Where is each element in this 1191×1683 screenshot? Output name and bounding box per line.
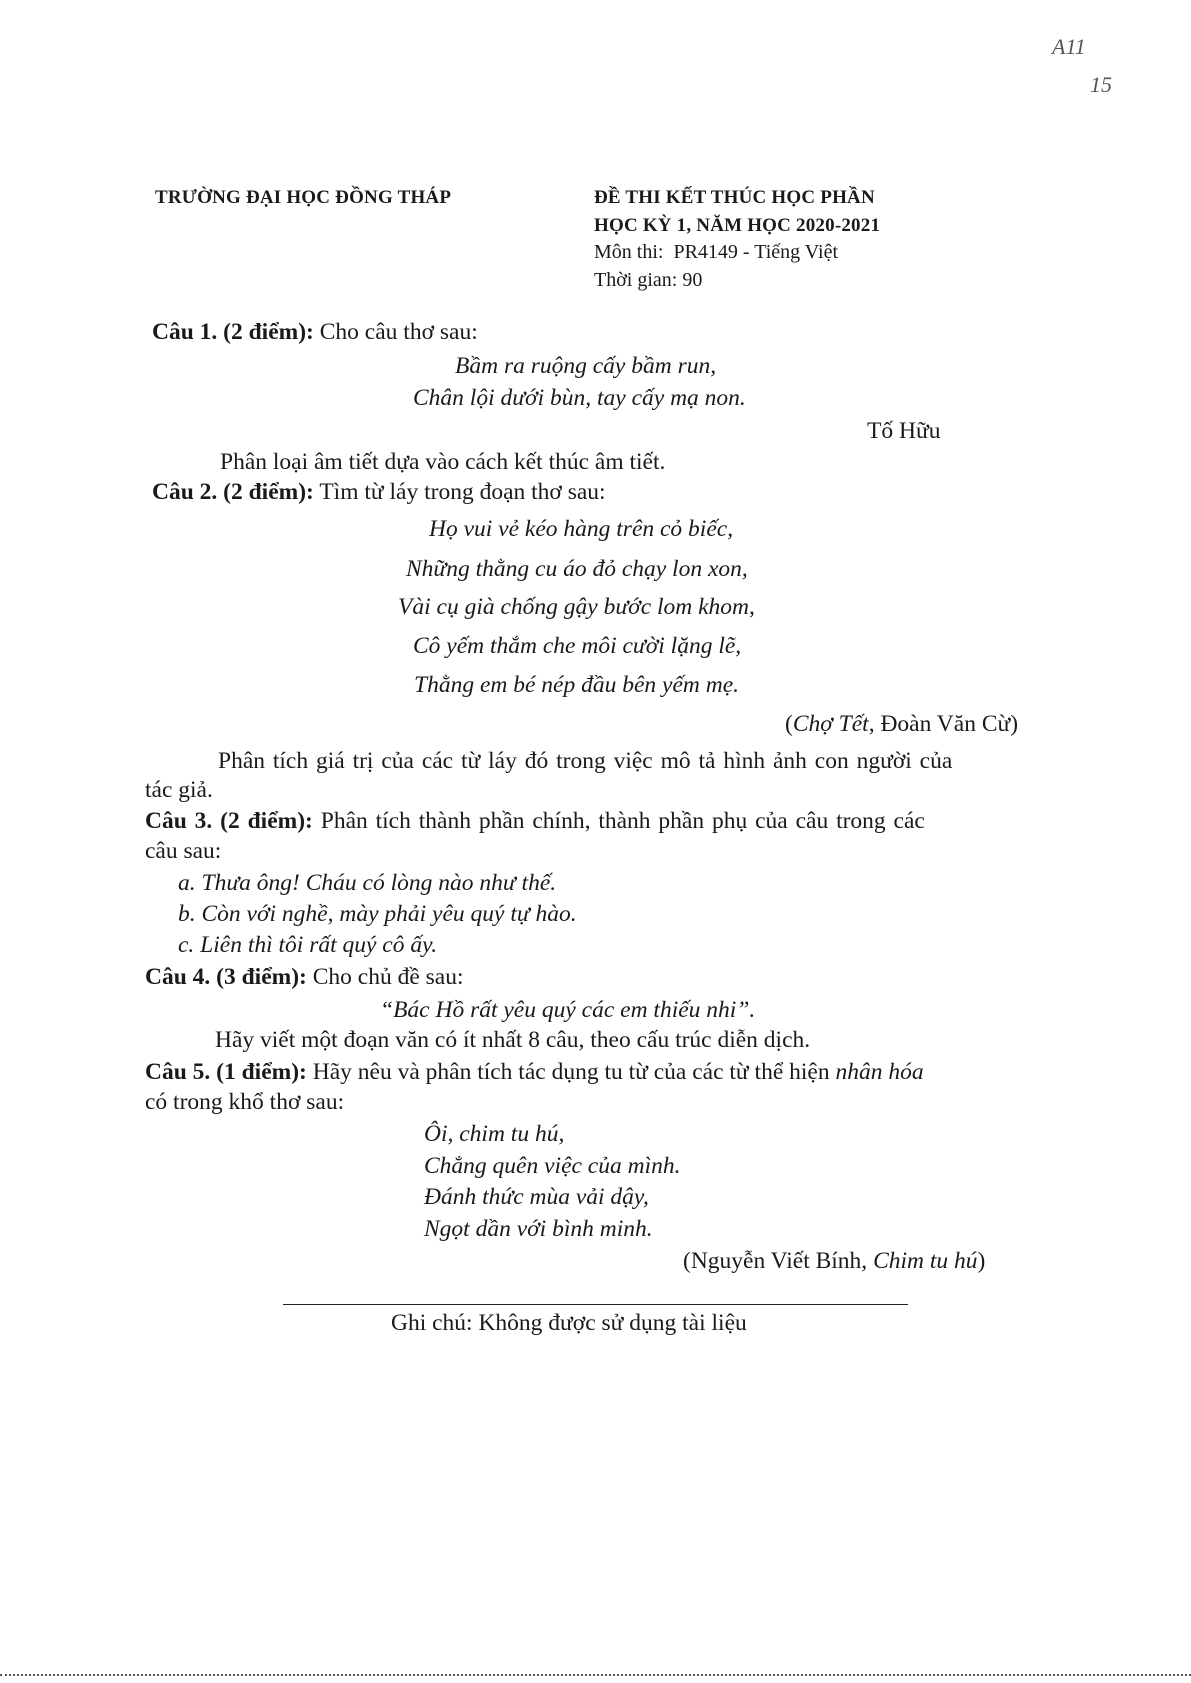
- school-name: TRƯỜNG ĐẠI HỌC ĐỒNG THÁP: [155, 187, 452, 208]
- q5-poem-line-2: Chẳng quên việc của mình.: [424, 1153, 681, 1179]
- q3-item-b: b. Còn với nghề, mày phải yêu quý tự hào.: [178, 901, 577, 927]
- q3-item-c: c. Liên thì tôi rất quý cô ấy.: [178, 932, 438, 958]
- q4-task: Hãy viết một đoạn văn có ít nhất 8 câu, theo cấu trúc diễn dịch.: [215, 1027, 811, 1053]
- question-2-intro: Tìm từ láy trong đoạn thơ sau:: [313, 479, 606, 505]
- q3-item-a: a. Thưa ông! Cháu có lòng nào như thế.: [178, 870, 557, 896]
- handwritten-note-2: 15: [1090, 72, 1112, 97]
- q2-task-line-1: Phân tích giá trị của các từ láy đó trong việc mô tả hình ảnh con người của: [218, 748, 953, 774]
- q5-source-author: (Nguyễn Viết Bính,: [683, 1248, 874, 1274]
- q5-poem-line-4: Ngọt dần với bình minh.: [424, 1216, 653, 1242]
- question-1-heading: [152, 319, 478, 346]
- question-5-label: Câu 5. (1 điểm):: [145, 1059, 307, 1085]
- exam-title: ĐỀ THI KẾT THÚC HỌC PHẦN: [594, 187, 875, 208]
- footer-note: Ghi chú: Không được sử dụng tài liệu: [391, 1310, 747, 1336]
- question-2-heading: [152, 479, 606, 506]
- question-3-intro-line-2: câu sau:: [145, 838, 222, 864]
- q2-poem-line-5: Thằng em bé nép đầu bên yếm mẹ.: [414, 672, 739, 698]
- question-3-intro: Phân tích thành phần chính, thành phần phụ của câu trong các: [312, 808, 925, 834]
- q2-source-author: , Đoàn Văn Cừ): [868, 711, 1019, 737]
- q2-poem-line-1: Họ vui vẻ kéo hàng trên cỏ biếc,: [429, 516, 734, 542]
- question-3-heading: [145, 808, 925, 835]
- q4-topic: “Bác Hồ rất yêu quý các em thiếu nhi”.: [380, 997, 756, 1023]
- q1-poem-line-2: Chân lội dưới bùn, tay cấy mạ non.: [413, 385, 746, 411]
- subject-value: PR4149 - Tiếng Việt: [673, 241, 839, 263]
- question-4-heading: [145, 964, 464, 991]
- question-4-label: Câu 4. (3 điểm):: [145, 964, 307, 990]
- q1-author: Tố Hữu: [867, 418, 941, 444]
- subject-label: Môn thi:: [594, 241, 664, 263]
- q2-source-open: (: [785, 711, 793, 737]
- question-1-label: Câu 1. (2 điểm):: [152, 319, 314, 345]
- question-5-intro-line-2: có trong khổ thơ sau:: [145, 1089, 345, 1115]
- question-3-label: Câu 3. (2 điểm):: [145, 808, 313, 834]
- q2-source: [785, 711, 1018, 738]
- q2-poem-line-3: Vài cụ già chống gậy bước lom khom,: [398, 594, 755, 620]
- exam-subject: [594, 241, 838, 264]
- question-5-intro: Hãy nêu và phân tích tác dụng tu từ của các từ thể hiện: [306, 1059, 836, 1085]
- exam-time: Thời gian: 90: [594, 269, 703, 291]
- question-4-intro: Cho chủ đề sau:: [306, 964, 464, 990]
- q5-source-close: ): [977, 1248, 986, 1274]
- q5-source-title: Chim tu hú: [873, 1248, 978, 1274]
- q2-task-line-2: tác giả.: [145, 777, 213, 803]
- question-1-intro: Cho câu thơ sau:: [313, 319, 478, 345]
- handwritten-note-1: A11: [1052, 34, 1086, 59]
- question-2-label: Câu 2. (2 điểm):: [152, 479, 314, 505]
- exam-semester: HỌC KỲ 1, NĂM HỌC 2020-2021: [594, 215, 881, 236]
- question-5-intro-emphasis: nhân hóa: [835, 1059, 924, 1085]
- q2-poem-line-4: Cô yếm thắm che môi cười lặng lẽ,: [413, 633, 742, 659]
- scan-edge-line: [0, 1674, 1191, 1676]
- q2-poem-line-2: Những thằng cu áo đỏ chạy lon xon,: [406, 556, 748, 582]
- q5-source: [683, 1248, 985, 1275]
- q1-task: Phân loại âm tiết dựa vào cách kết thúc âm tiết.: [220, 449, 666, 475]
- q1-poem-line-1: Bầm ra ruộng cấy bầm run,: [455, 353, 717, 379]
- q2-source-title: Chợ Tết: [792, 711, 869, 737]
- footer-divider: [283, 1304, 908, 1305]
- q5-poem-line-1: Ôi, chim tu hú,: [424, 1121, 565, 1147]
- q5-poem-line-3: Đánh thức mùa vải dậy,: [424, 1184, 649, 1210]
- question-5-heading: [145, 1059, 924, 1086]
